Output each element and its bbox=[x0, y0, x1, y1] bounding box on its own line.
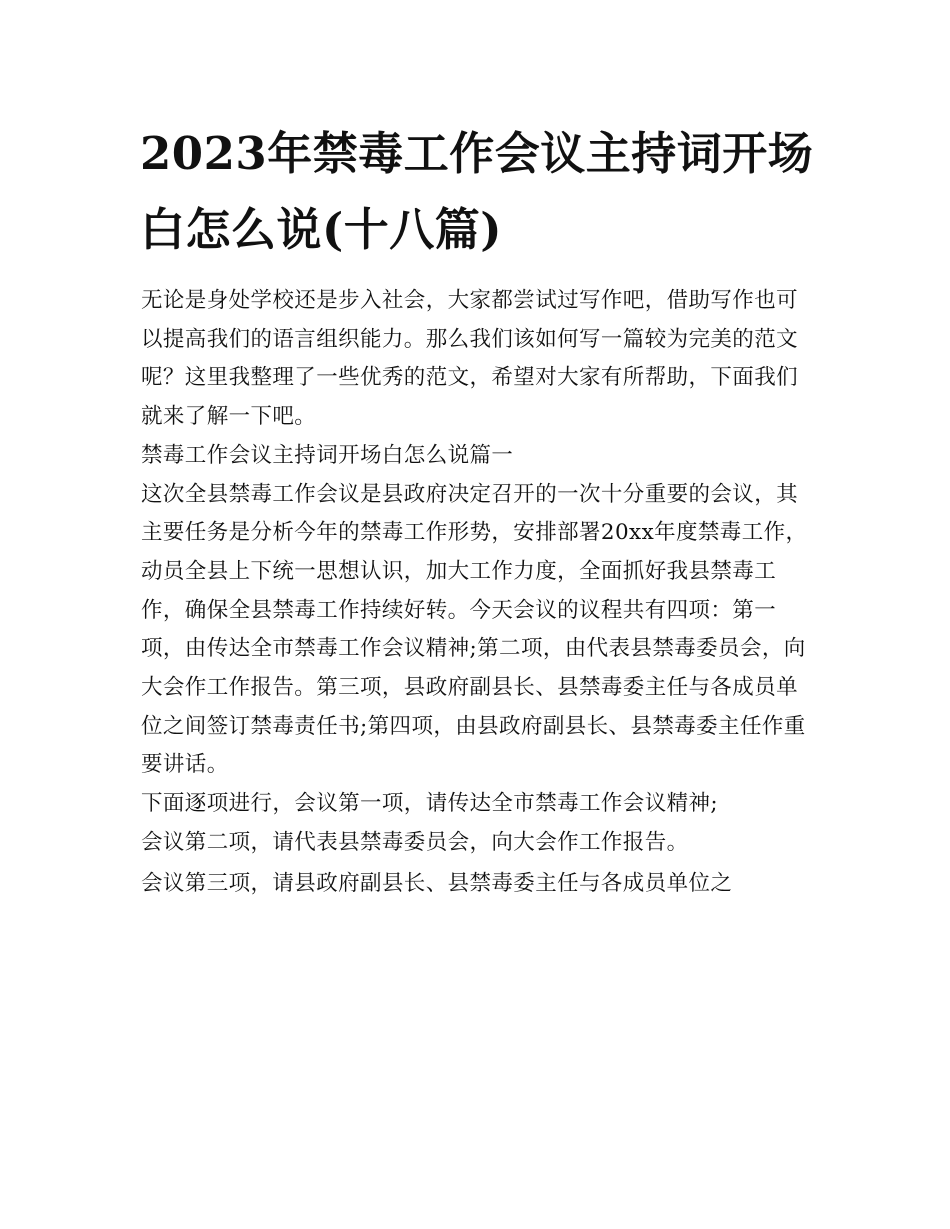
document-title: 2023年禁毒工作会议主持词开场白怎么说(十八篇) bbox=[140, 127, 814, 256]
intro-paragraph: 无论是身处学校还是步入社会，大家都尝试过写作吧，借助写作也可以提高我们的语言组织能力。那么我们该如何写一篇较为完美的范文呢？这里我整理了一些优秀的范文，希望对大家有所帮助，下面我们就来了解一下吧。 bbox=[141, 288, 799, 430]
body-paragraph: 会议第二项，请代表县禁毒委员会，向大会作工作报告。 bbox=[141, 829, 689, 855]
body-paragraph: 这次全县禁毒工作会议是县政府决定召开的一次十分重要的会议，其主要任务是分析今年的禁毒工作形势，安排部署20xx年度禁毒工作，动员全县上下统一思想认识，加大工作力度，全面抓好我县禁毒工作，确保全县禁毒工作持续好转。今天会议的议程共有四项：第一项，由传达全市禁毒工作会议精神;第二项，由代表县禁毒委员会，向大会作工作报告。第三项，县政府副县长、县禁毒委主任与各成员单位之间签订禁毒责任书;第四项，由县政府副县长、县禁毒委主任作重要讲话。 bbox=[141, 481, 808, 778]
body-paragraph: 会议第三项，请县政府副县长、县禁毒委主任与各成员单位之 bbox=[141, 870, 733, 896]
body-paragraph: 下面逐项进行，会议第一项，请传达全市禁毒工作会议精神; bbox=[141, 791, 719, 817]
document-body bbox=[141, 282, 816, 903]
section-heading: 禁毒工作会议主持词开场白怎么说篇一 bbox=[141, 442, 514, 468]
